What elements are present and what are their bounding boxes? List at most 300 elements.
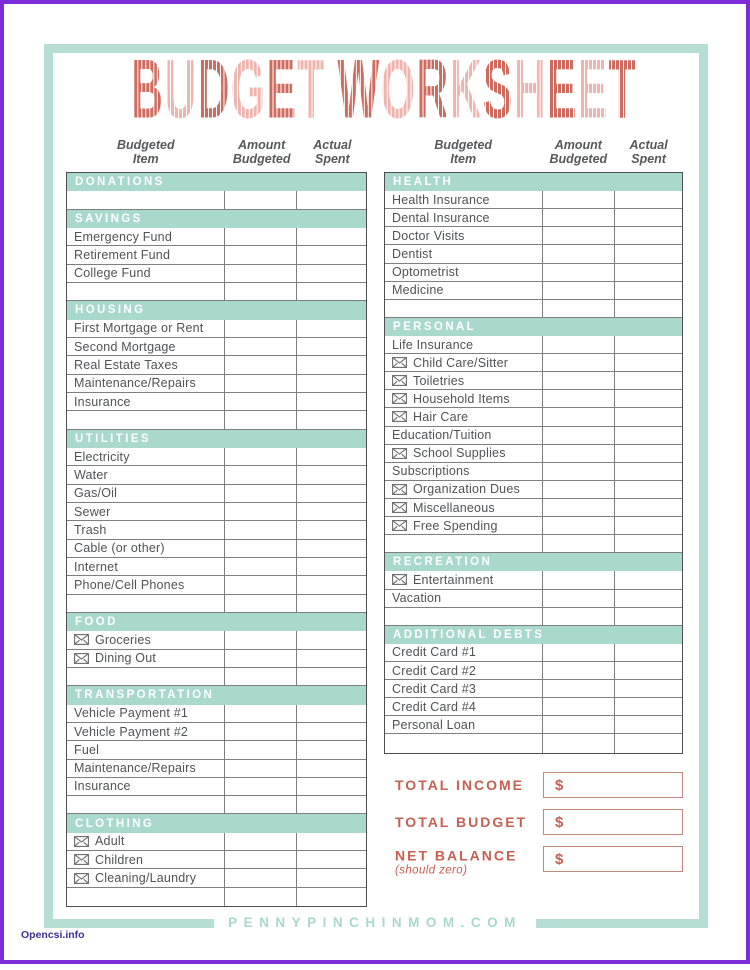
amount-cell[interactable] (224, 338, 296, 355)
actual-cell[interactable] (614, 590, 682, 607)
amount-cell[interactable] (542, 209, 614, 226)
actual-cell[interactable] (614, 662, 682, 679)
amount-cell[interactable] (224, 833, 296, 850)
table-row (385, 390, 682, 408)
amount-cell[interactable] (224, 191, 296, 208)
actual-cell[interactable] (614, 608, 682, 625)
amount-cell[interactable] (542, 535, 614, 552)
amount-cell[interactable] (224, 466, 296, 483)
section-header-donations: DONATIONS (67, 173, 366, 191)
title-letter: T (608, 42, 636, 137)
actual-cell[interactable] (296, 869, 366, 886)
table-row (67, 595, 366, 613)
actual-cell[interactable] (296, 375, 366, 392)
item-cell (67, 283, 224, 300)
item-label: Real Estate Taxes (74, 357, 178, 372)
table-row (385, 680, 682, 698)
actual-cell[interactable] (614, 716, 682, 733)
table-row (67, 888, 366, 906)
actual-cell[interactable] (296, 540, 366, 557)
amount-cell[interactable] (224, 521, 296, 538)
actual-cell[interactable] (614, 282, 682, 299)
item-label: Health Insurance (392, 192, 490, 207)
actual-cell[interactable] (296, 503, 366, 520)
actual-cell[interactable] (614, 245, 682, 262)
total-row (384, 772, 683, 798)
actual-cell[interactable] (296, 485, 366, 502)
actual-cell[interactable] (614, 517, 682, 534)
amount-cell[interactable] (224, 741, 296, 758)
actual-cell[interactable] (614, 734, 682, 752)
column-header-label: Amount Budgeted (232, 138, 291, 166)
table-row (385, 571, 682, 589)
item-cell (67, 228, 224, 245)
envelope-icon (392, 484, 407, 495)
amount-cell[interactable] (224, 375, 296, 392)
amount-cell[interactable] (542, 680, 614, 697)
item-cell (67, 466, 224, 483)
actual-cell[interactable] (614, 300, 682, 317)
currency-input-box[interactable] (543, 809, 683, 835)
title-letter: E (577, 42, 608, 137)
item-label: Education/Tuition (392, 428, 492, 443)
amount-cell[interactable] (542, 644, 614, 661)
actual-cell[interactable] (296, 191, 366, 208)
title-letter: O (380, 42, 415, 137)
table-row (67, 668, 366, 686)
title-letter: B (130, 42, 163, 137)
item-label: First Mortgage or Rent (74, 321, 204, 336)
envelope-icon (74, 634, 89, 645)
actual-cell[interactable] (614, 445, 682, 462)
item-cell (385, 300, 542, 317)
envelope-icon (392, 502, 407, 513)
column-headers-left (66, 138, 367, 166)
item-label: Trash (74, 522, 107, 537)
item-cell (67, 448, 224, 465)
item-cell (67, 833, 224, 850)
actual-cell[interactable] (296, 356, 366, 373)
amount-cell[interactable] (542, 499, 614, 516)
column-header-label: Amount Budgeted (549, 138, 608, 166)
actual-cell[interactable] (296, 393, 366, 410)
actual-cell[interactable] (296, 595, 366, 612)
table-row (385, 535, 682, 553)
watermark-link[interactable]: Opencsi.info (21, 929, 85, 941)
total-sublabel: (should zero) (395, 864, 468, 877)
amount-cell[interactable] (542, 227, 614, 244)
item-cell (385, 535, 542, 552)
item-label: Maintenance/Repairs (74, 761, 196, 776)
item-cell (67, 485, 224, 502)
actual-cell[interactable] (296, 283, 366, 300)
item-label: Insurance (74, 394, 131, 409)
item-label: Internet (74, 559, 118, 574)
item-cell (67, 760, 224, 777)
amount-cell[interactable] (542, 264, 614, 281)
item-cell (67, 338, 224, 355)
amount-cell[interactable] (224, 760, 296, 777)
item-cell (67, 576, 224, 593)
table-row (385, 227, 682, 245)
amount-cell[interactable] (542, 716, 614, 733)
item-label: Electricity (74, 449, 130, 464)
item-cell (67, 869, 224, 886)
actual-cell[interactable] (296, 265, 366, 282)
amount-cell[interactable] (542, 734, 614, 752)
actual-cell[interactable] (296, 338, 366, 355)
actual-cell[interactable] (296, 650, 366, 667)
table-row (67, 833, 366, 851)
section-header-additional-debts: ADDITIONAL DEBTS (385, 626, 682, 644)
item-label: Vehicle Payment #2 (74, 724, 189, 739)
actual-cell[interactable] (296, 448, 366, 465)
amount-cell[interactable] (542, 517, 614, 534)
table-row (67, 796, 366, 814)
actual-cell[interactable] (614, 336, 682, 353)
actual-cell[interactable] (614, 481, 682, 498)
table-row (67, 448, 366, 466)
table-row (385, 499, 682, 517)
table-row (67, 503, 366, 521)
item-cell (385, 336, 542, 353)
title-letter: H (513, 42, 546, 137)
actual-cell[interactable] (614, 227, 682, 244)
actual-cell[interactable] (296, 668, 366, 685)
amount-cell[interactable] (224, 668, 296, 685)
item-label: School Supplies (413, 446, 506, 461)
amount-cell[interactable] (224, 540, 296, 557)
actual-cell[interactable] (614, 463, 682, 480)
table-row (385, 716, 682, 734)
amount-cell[interactable] (542, 408, 614, 425)
dollar-sign: $ (555, 813, 564, 831)
item-cell (385, 227, 542, 244)
item-label: Water (74, 467, 108, 482)
item-label: Child Care/Sitter (413, 355, 509, 370)
table-row (67, 650, 366, 668)
section-header-transportation: TRANSPORTATION (67, 686, 366, 704)
item-label: Miscellaneous (413, 500, 495, 515)
table-row (385, 481, 682, 499)
item-cell (385, 571, 542, 588)
title-letter: E (546, 42, 577, 137)
item-cell (385, 644, 542, 661)
item-label: Emergency Fund (74, 229, 172, 244)
actual-cell[interactable] (296, 228, 366, 245)
table-row (67, 246, 366, 264)
amount-cell[interactable] (224, 228, 296, 245)
table-row (385, 354, 682, 372)
amount-cell[interactable] (542, 608, 614, 625)
amount-cell[interactable] (542, 372, 614, 389)
item-cell (385, 680, 542, 697)
item-cell (67, 246, 224, 263)
item-cell (67, 705, 224, 722)
actual-cell[interactable] (296, 796, 366, 813)
amount-cell[interactable] (224, 796, 296, 813)
actual-cell[interactable] (296, 723, 366, 740)
table-row (67, 631, 366, 649)
item-label: Doctor Visits (392, 228, 465, 243)
item-label: Hair Care (413, 409, 469, 424)
actual-cell[interactable] (614, 209, 682, 226)
actual-cell[interactable] (614, 644, 682, 661)
table-row (67, 741, 366, 759)
budget-table-right (384, 172, 683, 754)
table-row (67, 338, 366, 356)
amount-cell[interactable] (542, 463, 614, 480)
item-cell (67, 631, 224, 648)
amount-cell[interactable] (224, 851, 296, 868)
item-label: Credit Card #1 (392, 645, 477, 660)
amount-cell[interactable] (542, 427, 614, 444)
actual-cell[interactable] (614, 571, 682, 588)
item-label: College Fund (74, 266, 151, 281)
amount-cell[interactable] (224, 485, 296, 502)
amount-cell[interactable] (224, 448, 296, 465)
actual-cell[interactable] (296, 521, 366, 538)
item-label: Sewer (74, 504, 111, 519)
envelope-icon (392, 375, 407, 386)
item-cell (67, 411, 224, 428)
table-row (67, 705, 366, 723)
actual-cell[interactable] (614, 390, 682, 407)
item-cell (67, 191, 224, 208)
section-header-recreation: RECREATION (385, 553, 682, 571)
table-row (385, 463, 682, 481)
actual-cell[interactable] (614, 372, 682, 389)
table-row (67, 576, 366, 594)
item-cell (385, 698, 542, 715)
item-label: Personal Loan (392, 717, 476, 732)
item-cell (385, 662, 542, 679)
table-row (385, 517, 682, 535)
currency-input-box[interactable] (543, 772, 683, 798)
amount-cell[interactable] (224, 320, 296, 337)
item-cell (67, 320, 224, 337)
amount-cell[interactable] (224, 595, 296, 612)
actual-cell[interactable] (614, 535, 682, 552)
item-label: Credit Card #2 (392, 663, 477, 678)
item-label: Groceries (95, 632, 151, 647)
amount-cell[interactable] (224, 888, 296, 906)
item-cell (385, 245, 542, 262)
item-cell (385, 734, 542, 752)
title-letter: T (297, 42, 325, 137)
actual-cell[interactable] (296, 411, 366, 428)
actual-cell[interactable] (296, 851, 366, 868)
actual-cell[interactable] (614, 698, 682, 715)
item-label: Life Insurance (392, 337, 474, 352)
actual-cell[interactable] (614, 680, 682, 697)
amount-cell[interactable] (224, 778, 296, 795)
amount-cell[interactable] (542, 662, 614, 679)
item-cell (67, 888, 224, 906)
envelope-icon (74, 836, 89, 847)
actual-cell[interactable] (296, 246, 366, 263)
amount-cell[interactable] (542, 282, 614, 299)
item-cell (385, 390, 542, 407)
amount-cell[interactable] (224, 393, 296, 410)
total-label: NET BALANCE (should zero) (395, 847, 518, 877)
item-cell (67, 375, 224, 392)
item-label: Retirement Fund (74, 247, 171, 262)
item-cell (385, 463, 542, 480)
item-label: Fuel (74, 742, 100, 757)
actual-cell[interactable] (296, 466, 366, 483)
amount-cell[interactable] (542, 245, 614, 262)
table-row (67, 375, 366, 393)
item-label: Vehicle Payment #1 (74, 706, 189, 721)
site-footer: PENNYPINCHINMOM.COM (214, 913, 536, 933)
amount-cell[interactable] (224, 356, 296, 373)
envelope-icon (392, 448, 407, 459)
item-cell (385, 282, 542, 299)
page-title (0, 42, 750, 137)
totals-section (384, 772, 683, 883)
amount-cell[interactable] (224, 576, 296, 593)
section-header-food: FOOD (67, 613, 366, 631)
item-cell (67, 723, 224, 740)
actual-cell[interactable] (296, 705, 366, 722)
item-label: Adult (95, 834, 125, 849)
amount-cell[interactable] (542, 698, 614, 715)
amount-cell[interactable] (224, 411, 296, 428)
actual-cell[interactable] (614, 191, 682, 208)
column-header-label: Budgeted Item (434, 138, 493, 166)
actual-cell[interactable] (296, 778, 366, 795)
item-cell (67, 393, 224, 410)
table-row (385, 191, 682, 209)
amount-cell[interactable] (224, 558, 296, 575)
table-row (385, 734, 682, 752)
item-label: Insurance (74, 779, 131, 794)
actual-cell[interactable] (296, 888, 366, 906)
amount-cell[interactable] (542, 354, 614, 371)
table-row (385, 372, 682, 390)
envelope-icon (392, 411, 407, 422)
actual-cell[interactable] (296, 558, 366, 575)
amount-cell[interactable] (542, 481, 614, 498)
table-row (385, 445, 682, 463)
title-letter: S (482, 42, 513, 137)
item-cell (67, 595, 224, 612)
table-row (67, 265, 366, 283)
table-row (67, 723, 366, 741)
amount-cell[interactable] (224, 705, 296, 722)
actual-cell[interactable] (296, 833, 366, 850)
item-cell (67, 778, 224, 795)
table-row (385, 245, 682, 263)
item-label: Household Items (413, 391, 510, 406)
amount-cell[interactable] (224, 283, 296, 300)
item-cell (385, 264, 542, 281)
actual-cell[interactable] (296, 320, 366, 337)
item-label: Vacation (392, 591, 442, 606)
title-letter: E (266, 42, 296, 137)
item-cell (67, 741, 224, 758)
actual-cell[interactable] (296, 631, 366, 648)
table-row (67, 320, 366, 338)
section-header-health: HEALTH (385, 173, 682, 191)
item-label: Organization Dues (413, 482, 520, 497)
item-cell (67, 796, 224, 813)
column-header-label: Actual Spent (629, 138, 668, 166)
budget-table-left (66, 172, 367, 907)
table-row (67, 851, 366, 869)
actual-cell[interactable] (614, 427, 682, 444)
amount-cell[interactable] (224, 650, 296, 667)
total-row (384, 809, 683, 835)
item-cell (385, 354, 542, 371)
item-cell (385, 517, 542, 534)
amount-cell[interactable] (224, 503, 296, 520)
amount-cell[interactable] (542, 191, 614, 208)
envelope-icon (74, 873, 89, 884)
item-cell (385, 445, 542, 462)
table-row (67, 521, 366, 539)
table-row (67, 760, 366, 778)
amount-cell[interactable] (224, 265, 296, 282)
amount-cell[interactable] (542, 590, 614, 607)
item-label: Cable (or other) (74, 541, 165, 556)
amount-cell[interactable] (542, 445, 614, 462)
amount-cell[interactable] (224, 869, 296, 886)
actual-cell[interactable] (296, 760, 366, 777)
title-text (130, 42, 636, 137)
actual-cell[interactable] (614, 264, 682, 281)
table-row (67, 778, 366, 796)
item-cell (385, 590, 542, 607)
item-label: Gas/Oil (74, 486, 118, 501)
item-label: Optometrist (392, 265, 459, 280)
envelope-icon (74, 653, 89, 664)
actual-cell[interactable] (614, 499, 682, 516)
amount-cell[interactable] (224, 723, 296, 740)
amount-cell[interactable] (542, 336, 614, 353)
amount-cell[interactable] (542, 300, 614, 317)
amount-cell[interactable] (224, 246, 296, 263)
envelope-icon (392, 357, 407, 368)
currency-input-box[interactable] (543, 846, 683, 872)
table-row (67, 485, 366, 503)
item-cell (67, 503, 224, 520)
amount-cell[interactable] (542, 571, 614, 588)
actual-cell[interactable] (614, 408, 682, 425)
item-cell (385, 427, 542, 444)
item-cell (67, 540, 224, 557)
table-row (385, 427, 682, 445)
amount-cell[interactable] (224, 631, 296, 648)
table-row (385, 608, 682, 626)
dollar-sign: $ (555, 850, 564, 868)
item-label: Phone/Cell Phones (74, 577, 185, 592)
actual-cell[interactable] (296, 576, 366, 593)
title-letter: R (416, 42, 449, 137)
table-row (385, 644, 682, 662)
item-cell (67, 650, 224, 667)
actual-cell[interactable] (296, 741, 366, 758)
item-cell (385, 499, 542, 516)
item-cell (67, 851, 224, 868)
actual-cell[interactable] (614, 354, 682, 371)
item-label: Maintenance/Repairs (74, 376, 196, 391)
item-label: Second Mortgage (74, 339, 176, 354)
amount-cell[interactable] (542, 390, 614, 407)
item-cell (67, 558, 224, 575)
item-label: Subscriptions (392, 464, 470, 479)
